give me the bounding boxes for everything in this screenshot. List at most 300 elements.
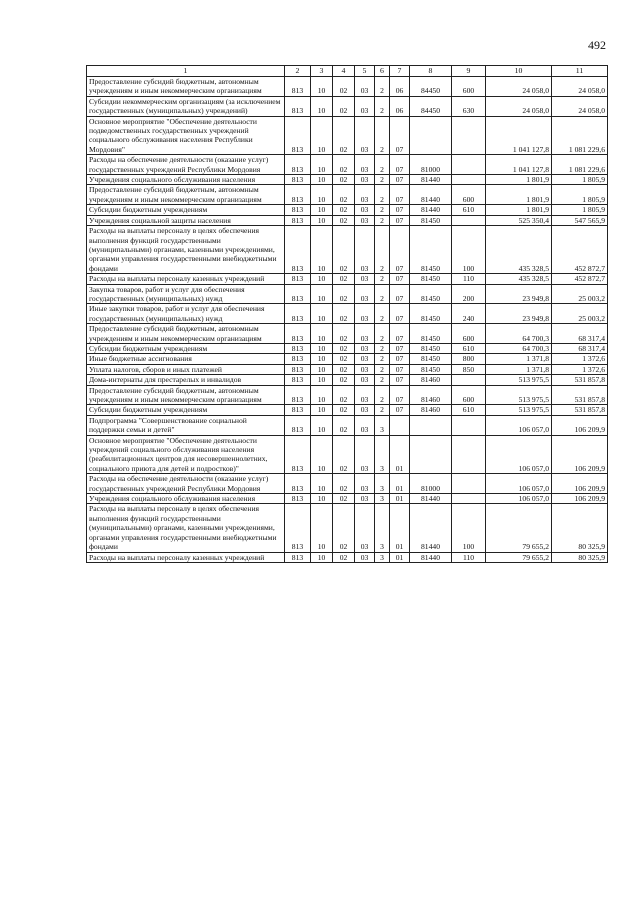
event-code bbox=[390, 415, 410, 435]
program-code: 03 bbox=[355, 375, 375, 385]
subsection-code: 02 bbox=[333, 354, 355, 364]
event-code: 01 bbox=[390, 435, 410, 474]
subsection-code: 02 bbox=[333, 494, 355, 504]
event-code: 07 bbox=[390, 343, 410, 353]
event-code: 07 bbox=[390, 215, 410, 225]
program-code: 03 bbox=[355, 324, 375, 344]
program-code: 03 bbox=[355, 435, 375, 474]
amount-year-1: 435 328,5 bbox=[486, 274, 552, 284]
event-code: 07 bbox=[390, 205, 410, 215]
event-code: 07 bbox=[390, 274, 410, 284]
direction-code: 81460 bbox=[410, 385, 452, 405]
column-header-4: 4 bbox=[333, 66, 355, 77]
amount-year-1: 435 328,5 bbox=[486, 226, 552, 274]
event-code: 01 bbox=[390, 552, 410, 562]
direction-code: 81450 bbox=[410, 274, 452, 284]
section-code: 10 bbox=[311, 77, 333, 97]
name-cell: Расходы на выплаты персоналу в целях обеспечения выполнения функций государственными (муниципальными) органами, казенными учреждениями, органами управления государственными внебюджетными фондами bbox=[87, 504, 285, 552]
amount-year-2: 80 325,9 bbox=[552, 504, 608, 552]
program-code: 03 bbox=[355, 274, 375, 284]
section-code: 10 bbox=[311, 215, 333, 225]
section-code: 10 bbox=[311, 96, 333, 116]
amount-year-2: 68 317,4 bbox=[552, 343, 608, 353]
direction-code: 81450 bbox=[410, 354, 452, 364]
direction-code: 81450 bbox=[410, 284, 452, 304]
section-code: 10 bbox=[311, 474, 333, 494]
expense-type-code: 600 bbox=[452, 324, 486, 344]
subsection-code: 02 bbox=[333, 504, 355, 552]
amount-year-1: 24 058,0 bbox=[486, 96, 552, 116]
subsection-code: 02 bbox=[333, 552, 355, 562]
event-code: 07 bbox=[390, 405, 410, 415]
table-row bbox=[87, 226, 608, 274]
expense-type-code: 610 bbox=[452, 205, 486, 215]
name-cell: Расходы на обеспечение деятельности (оказание услуг) государственных учреждений Республики Мордовия bbox=[87, 155, 285, 175]
name-cell: Предоставление субсидий бюджетным, автономным учреждениям и иным некоммерческим организациям bbox=[87, 385, 285, 405]
expense-type-code bbox=[452, 215, 486, 225]
subsection-code: 02 bbox=[333, 324, 355, 344]
amount-year-2: 106 209,9 bbox=[552, 415, 608, 435]
table-row bbox=[87, 205, 608, 215]
direction-code: 81000 bbox=[410, 155, 452, 175]
section-code: 10 bbox=[311, 405, 333, 415]
direction-code bbox=[410, 415, 452, 435]
event-code: 01 bbox=[390, 494, 410, 504]
direction-code: 81450 bbox=[410, 324, 452, 344]
amount-year-1: 106 057,0 bbox=[486, 494, 552, 504]
program-code: 03 bbox=[355, 185, 375, 205]
event-code: 07 bbox=[390, 175, 410, 185]
section-code: 10 bbox=[311, 354, 333, 364]
subsection-code: 02 bbox=[333, 284, 355, 304]
amount-year-2: 25 003,2 bbox=[552, 304, 608, 324]
name-cell: Учреждения социального обслуживания населения bbox=[87, 494, 285, 504]
column-header-1: 1 bbox=[87, 66, 285, 77]
expense-type-code: 610 bbox=[452, 343, 486, 353]
subprogram-code: 2 bbox=[375, 364, 390, 374]
expense-type-code: 200 bbox=[452, 284, 486, 304]
direction-code bbox=[410, 435, 452, 474]
section-code: 10 bbox=[311, 175, 333, 185]
subprogram-code: 2 bbox=[375, 155, 390, 175]
subsection-code: 02 bbox=[333, 215, 355, 225]
amount-year-2: 1 805,9 bbox=[552, 185, 608, 205]
amount-year-2: 24 058,0 bbox=[552, 96, 608, 116]
amount-year-2: 1 805,9 bbox=[552, 175, 608, 185]
subsection-code: 02 bbox=[333, 405, 355, 415]
subprogram-code: 2 bbox=[375, 215, 390, 225]
amount-year-1: 106 057,0 bbox=[486, 435, 552, 474]
subprogram-code: 3 bbox=[375, 474, 390, 494]
program-code: 03 bbox=[355, 405, 375, 415]
direction-code: 81450 bbox=[410, 364, 452, 374]
amount-year-1: 525 350,4 bbox=[486, 215, 552, 225]
name-cell: Расходы на обеспечение деятельности (оказание услуг) государственных учреждений Республики Мордовия bbox=[87, 474, 285, 494]
direction-code: 81440 bbox=[410, 552, 452, 562]
ministry-code: 813 bbox=[285, 364, 311, 374]
table-row bbox=[87, 155, 608, 175]
program-code: 03 bbox=[355, 77, 375, 97]
amount-year-1: 64 700,3 bbox=[486, 343, 552, 353]
subsection-code: 02 bbox=[333, 116, 355, 155]
page-number: 492 bbox=[588, 38, 606, 52]
section-code: 10 bbox=[311, 155, 333, 175]
ministry-code: 813 bbox=[285, 226, 311, 274]
table-row bbox=[87, 375, 608, 385]
expense-type-code: 100 bbox=[452, 504, 486, 552]
ministry-code: 813 bbox=[285, 205, 311, 215]
table-row bbox=[87, 552, 608, 562]
direction-code: 84450 bbox=[410, 77, 452, 97]
program-code: 03 bbox=[355, 116, 375, 155]
table-row bbox=[87, 364, 608, 374]
subprogram-code: 2 bbox=[375, 205, 390, 215]
table-row bbox=[87, 175, 608, 185]
program-code: 03 bbox=[355, 504, 375, 552]
expense-type-code: 240 bbox=[452, 304, 486, 324]
ministry-code: 813 bbox=[285, 96, 311, 116]
event-code: 07 bbox=[390, 324, 410, 344]
section-code: 10 bbox=[311, 552, 333, 562]
table-row bbox=[87, 474, 608, 494]
subprogram-code: 3 bbox=[375, 415, 390, 435]
ministry-code: 813 bbox=[285, 354, 311, 364]
subprogram-code: 2 bbox=[375, 385, 390, 405]
name-cell: Субсидии бюджетным учреждениям bbox=[87, 343, 285, 353]
section-code: 10 bbox=[311, 494, 333, 504]
amount-year-2: 80 325,9 bbox=[552, 552, 608, 562]
amount-year-2: 106 209,9 bbox=[552, 474, 608, 494]
subsection-code: 02 bbox=[333, 205, 355, 215]
table-row bbox=[87, 415, 608, 435]
subprogram-code: 2 bbox=[375, 116, 390, 155]
ministry-code: 813 bbox=[285, 415, 311, 435]
subprogram-code: 2 bbox=[375, 304, 390, 324]
program-code: 03 bbox=[355, 175, 375, 185]
header-row bbox=[87, 66, 608, 77]
program-code: 03 bbox=[355, 474, 375, 494]
subprogram-code: 2 bbox=[375, 284, 390, 304]
amount-year-2: 1 372,6 bbox=[552, 364, 608, 374]
ministry-code: 813 bbox=[285, 185, 311, 205]
amount-year-1: 64 700,3 bbox=[486, 324, 552, 344]
section-code: 10 bbox=[311, 324, 333, 344]
ministry-code: 813 bbox=[285, 385, 311, 405]
amount-year-2: 106 209,9 bbox=[552, 494, 608, 504]
subprogram-code: 2 bbox=[375, 77, 390, 97]
subsection-code: 02 bbox=[333, 364, 355, 374]
table-row bbox=[87, 343, 608, 353]
ministry-code: 813 bbox=[285, 116, 311, 155]
ministry-code: 813 bbox=[285, 175, 311, 185]
ministry-code: 813 bbox=[285, 304, 311, 324]
subprogram-code: 3 bbox=[375, 552, 390, 562]
program-code: 03 bbox=[355, 415, 375, 435]
subprogram-code: 2 bbox=[375, 354, 390, 364]
direction-code: 81440 bbox=[410, 494, 452, 504]
expense-type-code bbox=[452, 116, 486, 155]
table-row bbox=[87, 116, 608, 155]
subsection-code: 02 bbox=[333, 226, 355, 274]
amount-year-1: 106 057,0 bbox=[486, 415, 552, 435]
program-code: 03 bbox=[355, 96, 375, 116]
direction-code bbox=[410, 116, 452, 155]
column-header-6: 6 bbox=[375, 66, 390, 77]
event-code: 07 bbox=[390, 375, 410, 385]
ministry-code: 813 bbox=[285, 375, 311, 385]
direction-code: 81440 bbox=[410, 175, 452, 185]
direction-code: 81450 bbox=[410, 215, 452, 225]
amount-year-2: 25 003,2 bbox=[552, 284, 608, 304]
section-code: 10 bbox=[311, 116, 333, 155]
amount-year-2: 24 058,0 bbox=[552, 77, 608, 97]
event-code: 07 bbox=[390, 116, 410, 155]
name-cell: Расходы на выплаты персоналу казенных учреждений bbox=[87, 274, 285, 284]
amount-year-1: 1 801,9 bbox=[486, 175, 552, 185]
name-cell: Субсидии некоммерческим организациям (за исключением государственных (муниципальных) учреждений) bbox=[87, 96, 285, 116]
column-header-8: 8 bbox=[410, 66, 452, 77]
amount-year-1: 23 949,8 bbox=[486, 304, 552, 324]
ministry-code: 813 bbox=[285, 324, 311, 344]
table-row bbox=[87, 504, 608, 552]
budget-table bbox=[86, 65, 608, 563]
event-code: 01 bbox=[390, 474, 410, 494]
direction-code: 81450 bbox=[410, 343, 452, 353]
ministry-code: 813 bbox=[285, 405, 311, 415]
expense-type-code: 600 bbox=[452, 385, 486, 405]
table-body bbox=[87, 77, 608, 563]
column-header-2: 2 bbox=[285, 66, 311, 77]
program-code: 03 bbox=[355, 552, 375, 562]
section-code: 10 bbox=[311, 274, 333, 284]
table-row bbox=[87, 284, 608, 304]
subsection-code: 02 bbox=[333, 77, 355, 97]
amount-year-2: 547 565,9 bbox=[552, 215, 608, 225]
name-cell: Дома-интернаты для престарелых и инвалидов bbox=[87, 375, 285, 385]
subprogram-code: 2 bbox=[375, 226, 390, 274]
subprogram-code: 2 bbox=[375, 324, 390, 344]
expense-type-code: 110 bbox=[452, 552, 486, 562]
amount-year-1: 24 058,0 bbox=[486, 77, 552, 97]
program-code: 03 bbox=[355, 226, 375, 274]
ministry-code: 813 bbox=[285, 284, 311, 304]
amount-year-1: 513 975,5 bbox=[486, 375, 552, 385]
subprogram-code: 2 bbox=[375, 175, 390, 185]
subprogram-code: 2 bbox=[375, 375, 390, 385]
event-code: 07 bbox=[390, 354, 410, 364]
name-cell: Основное мероприятие "Обеспечение деятельности учреждений социального обслуживания населения (реабилитационных центров для несовершеннолетних, социального приюта для детей и подростков)" bbox=[87, 435, 285, 474]
direction-code: 81450 bbox=[410, 304, 452, 324]
direction-code: 81440 bbox=[410, 185, 452, 205]
section-code: 10 bbox=[311, 364, 333, 374]
subsection-code: 02 bbox=[333, 375, 355, 385]
name-cell: Учреждения социальной защиты населения bbox=[87, 215, 285, 225]
ministry-code: 813 bbox=[285, 552, 311, 562]
table-row bbox=[87, 385, 608, 405]
table-row bbox=[87, 77, 608, 97]
expense-type-code bbox=[452, 494, 486, 504]
column-header-9: 9 bbox=[452, 66, 486, 77]
name-cell: Учреждения социального обслуживания населения bbox=[87, 175, 285, 185]
subprogram-code: 3 bbox=[375, 435, 390, 474]
table-row bbox=[87, 324, 608, 344]
amount-year-1: 1 371,8 bbox=[486, 364, 552, 374]
event-code: 07 bbox=[390, 185, 410, 205]
expense-type-code: 800 bbox=[452, 354, 486, 364]
direction-code: 81440 bbox=[410, 504, 452, 552]
column-header-7: 7 bbox=[390, 66, 410, 77]
section-code: 10 bbox=[311, 375, 333, 385]
section-code: 10 bbox=[311, 226, 333, 274]
table-row bbox=[87, 185, 608, 205]
section-code: 10 bbox=[311, 435, 333, 474]
ministry-code: 813 bbox=[285, 274, 311, 284]
expense-type-code: 100 bbox=[452, 226, 486, 274]
amount-year-2: 531 857,8 bbox=[552, 405, 608, 415]
direction-code: 81440 bbox=[410, 205, 452, 215]
amount-year-1: 1 041 127,8 bbox=[486, 116, 552, 155]
name-cell: Подпрограмма "Совершенствование социальной поддержки семьи и детей" bbox=[87, 415, 285, 435]
name-cell: Предоставление субсидий бюджетным, автономным учреждениям и иным некоммерческим организациям bbox=[87, 324, 285, 344]
program-code: 03 bbox=[355, 284, 375, 304]
subsection-code: 02 bbox=[333, 304, 355, 324]
expense-type-code bbox=[452, 435, 486, 474]
expense-type-code bbox=[452, 375, 486, 385]
section-code: 10 bbox=[311, 415, 333, 435]
event-code: 01 bbox=[390, 504, 410, 552]
subprogram-code: 2 bbox=[375, 96, 390, 116]
program-code: 03 bbox=[355, 364, 375, 374]
event-code: 06 bbox=[390, 96, 410, 116]
program-code: 03 bbox=[355, 343, 375, 353]
subprogram-code: 3 bbox=[375, 504, 390, 552]
subsection-code: 02 bbox=[333, 474, 355, 494]
subsection-code: 02 bbox=[333, 155, 355, 175]
subsection-code: 02 bbox=[333, 274, 355, 284]
amount-year-1: 1 371,8 bbox=[486, 354, 552, 364]
event-code: 07 bbox=[390, 155, 410, 175]
direction-code: 81460 bbox=[410, 405, 452, 415]
amount-year-1: 1 801,9 bbox=[486, 185, 552, 205]
subsection-code: 02 bbox=[333, 343, 355, 353]
subsection-code: 02 bbox=[333, 435, 355, 474]
expense-type-code bbox=[452, 155, 486, 175]
amount-year-1: 1 801,9 bbox=[486, 205, 552, 215]
name-cell: Иные бюджетные ассигнования bbox=[87, 354, 285, 364]
amount-year-2: 1 081 229,6 bbox=[552, 155, 608, 175]
name-cell: Субсидии бюджетным учреждениям bbox=[87, 405, 285, 415]
event-code: 07 bbox=[390, 364, 410, 374]
event-code: 07 bbox=[390, 385, 410, 405]
expense-type-code: 110 bbox=[452, 274, 486, 284]
ministry-code: 813 bbox=[285, 474, 311, 494]
subprogram-code: 2 bbox=[375, 185, 390, 205]
name-cell: Основное мероприятие "Обеспечение деятельности подведомственных государственных учреждений социального обслуживания населения Республики Мордовия" bbox=[87, 116, 285, 155]
ministry-code: 813 bbox=[285, 77, 311, 97]
expense-type-code: 600 bbox=[452, 185, 486, 205]
direction-code: 81450 bbox=[410, 226, 452, 274]
subsection-code: 02 bbox=[333, 385, 355, 405]
amount-year-1: 79 655,2 bbox=[486, 552, 552, 562]
table-row bbox=[87, 304, 608, 324]
amount-year-2: 452 872,7 bbox=[552, 226, 608, 274]
expense-type-code bbox=[452, 175, 486, 185]
column-header-10: 10 bbox=[486, 66, 552, 77]
program-code: 03 bbox=[355, 304, 375, 324]
section-code: 10 bbox=[311, 185, 333, 205]
amount-year-2: 106 209,9 bbox=[552, 435, 608, 474]
subprogram-code: 2 bbox=[375, 405, 390, 415]
amount-year-1: 106 057,0 bbox=[486, 474, 552, 494]
table-row bbox=[87, 405, 608, 415]
direction-code: 81460 bbox=[410, 375, 452, 385]
program-code: 03 bbox=[355, 385, 375, 405]
program-code: 03 bbox=[355, 215, 375, 225]
amount-year-2: 1 805,9 bbox=[552, 205, 608, 215]
amount-year-1: 23 949,8 bbox=[486, 284, 552, 304]
section-code: 10 bbox=[311, 343, 333, 353]
event-code: 07 bbox=[390, 304, 410, 324]
section-code: 10 bbox=[311, 385, 333, 405]
subprogram-code: 2 bbox=[375, 274, 390, 284]
expense-type-code bbox=[452, 474, 486, 494]
table-row bbox=[87, 96, 608, 116]
event-code: 07 bbox=[390, 284, 410, 304]
column-header-5: 5 bbox=[355, 66, 375, 77]
expense-type-code: 850 bbox=[452, 364, 486, 374]
ministry-code: 813 bbox=[285, 504, 311, 552]
ministry-code: 813 bbox=[285, 494, 311, 504]
subsection-code: 02 bbox=[333, 96, 355, 116]
program-code: 03 bbox=[355, 354, 375, 364]
name-cell: Иные закупки товаров, работ и услуг для обеспечения государственных (муниципальных) нужд bbox=[87, 304, 285, 324]
amount-year-1: 1 041 127,8 bbox=[486, 155, 552, 175]
event-code: 07 bbox=[390, 226, 410, 274]
name-cell: Уплата налогов, сборов и иных платежей bbox=[87, 364, 285, 374]
subsection-code: 02 bbox=[333, 175, 355, 185]
subsection-code: 02 bbox=[333, 185, 355, 205]
amount-year-1: 513 975,5 bbox=[486, 405, 552, 415]
amount-year-2: 1 081 229,6 bbox=[552, 116, 608, 155]
column-header-3: 3 bbox=[311, 66, 333, 77]
direction-code: 84450 bbox=[410, 96, 452, 116]
ministry-code: 813 bbox=[285, 435, 311, 474]
program-code: 03 bbox=[355, 205, 375, 215]
amount-year-1: 513 975,5 bbox=[486, 385, 552, 405]
subprogram-code: 3 bbox=[375, 494, 390, 504]
table-row bbox=[87, 354, 608, 364]
name-cell: Расходы на выплаты персоналу казенных учреждений bbox=[87, 552, 285, 562]
expense-type-code: 600 bbox=[452, 77, 486, 97]
column-header-11: 11 bbox=[552, 66, 608, 77]
ministry-code: 813 bbox=[285, 155, 311, 175]
ministry-code: 813 bbox=[285, 215, 311, 225]
section-code: 10 bbox=[311, 205, 333, 215]
name-cell: Предоставление субсидий бюджетным, автономным учреждениям и иным некоммерческим организациям bbox=[87, 185, 285, 205]
table-row bbox=[87, 435, 608, 474]
name-cell: Расходы на выплаты персоналу в целях обеспечения выполнения функций государственными (муниципальными) органами, казенными учреждениями, органами управления государственными внебюджетными фондами bbox=[87, 226, 285, 274]
amount-year-2: 1 372,6 bbox=[552, 354, 608, 364]
section-code: 10 bbox=[311, 284, 333, 304]
section-code: 10 bbox=[311, 504, 333, 552]
ministry-code: 813 bbox=[285, 343, 311, 353]
name-cell: Предоставление субсидий бюджетным, автономным учреждениям и иным некоммерческим организациям bbox=[87, 77, 285, 97]
event-code: 06 bbox=[390, 77, 410, 97]
expense-type-code: 630 bbox=[452, 96, 486, 116]
amount-year-2: 531 857,8 bbox=[552, 385, 608, 405]
subsection-code: 02 bbox=[333, 415, 355, 435]
expense-type-code: 610 bbox=[452, 405, 486, 415]
